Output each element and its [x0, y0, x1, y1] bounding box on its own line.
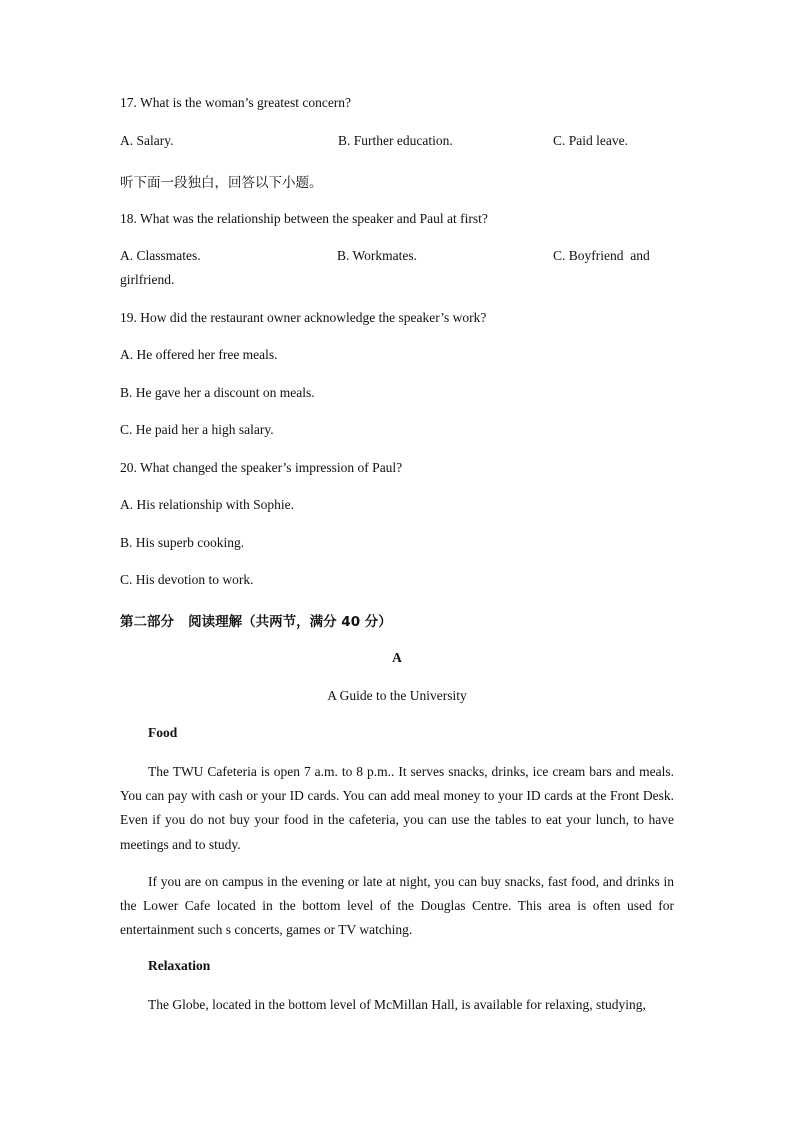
question-18-options [120, 248, 680, 268]
q17-option-c: C. Paid leave. [553, 133, 628, 148]
question-20: 20. What changed the speaker’s impression of Paul? [120, 460, 403, 475]
section-2-title: 第二部分 阅读理解（共两节，满分 40 分） [120, 614, 392, 630]
q20-option-b: B. His superb cooking. [120, 535, 245, 550]
relaxation-heading: Relaxation [148, 958, 211, 973]
q20-option-c: C. His devotion to work. [120, 572, 254, 587]
q19-option-a: A. He offered her free meals. [120, 347, 278, 362]
monologue-instruction: 听下面一段独白，回答以下小题。 [120, 175, 323, 191]
question-18: 18. What was the relationship between the speaker and Paul at first? [120, 211, 488, 226]
q19-option-b: B. He gave her a discount on meals. [120, 385, 315, 400]
q18-option-a: A. Classmates. [120, 248, 201, 263]
relaxation-paragraph-1: The Globe, located in the bottom level of McMillan Hall, is available for relaxing, studying, [148, 997, 646, 1012]
q19-option-c: C. He paid her a high salary. [120, 422, 274, 437]
food-paragraph-2: If you are on campus in the evening or late at night, you can buy snacks, fast food, and drinks in the Lower Cafe located in the bottom level of the Douglas Centre. This area is often used for entertainment such s concerts, games or TV watching. [120, 874, 674, 938]
q18-option-c: C. Boyfriend and [553, 248, 650, 263]
question-19: 19. How did the restaurant owner acknowledge the speaker’s work? [120, 310, 487, 325]
question-17-options [120, 133, 680, 153]
q17-option-a: A. Salary. [120, 133, 174, 148]
passage-letter: A [392, 650, 402, 665]
question-17: 17. What is the woman’s greatest concern? [120, 95, 352, 110]
q18-option-c-continuation: girlfriend. [120, 272, 175, 287]
food-heading: Food [148, 725, 178, 740]
food-paragraph-1: The TWU Cafeteria is open 7 a.m. to 8 p.m.. It serves snacks, drinks, ice cream bars and meals. You can pay with cash or your ID cards. You can add meal money to your ID cards at the Front Desk. Even if you do not buy your food in the cafeteria, you can use the tables to eat your lunch, to have meetings and to study. [120, 764, 674, 852]
q20-option-a: A. His relationship with Sophie. [120, 497, 294, 512]
q18-option-b: B. Workmates. [337, 248, 418, 263]
q17-option-b: B. Further education. [338, 133, 453, 148]
passage-title: A Guide to the University [327, 688, 467, 703]
